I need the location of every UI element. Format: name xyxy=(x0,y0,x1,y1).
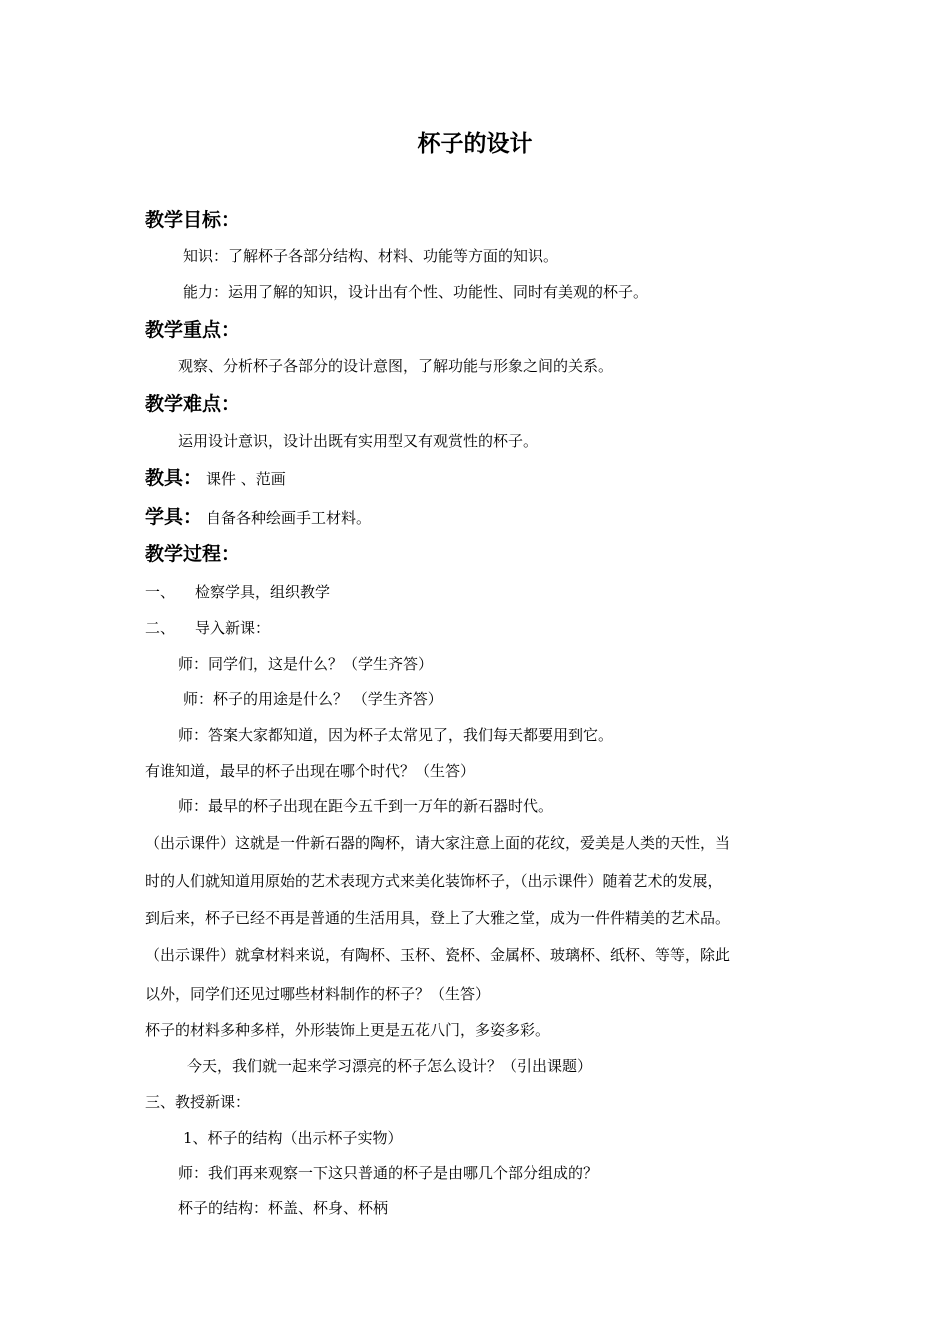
step-2-number: 二、 xyxy=(145,619,176,637)
objectives-heading: 教学目标： xyxy=(145,209,241,231)
key-points-text: 观察、分析杯子各部分的设计意图，了解功能与形象之间的关系。 xyxy=(178,357,614,375)
paragraph-line: （出示课件）这就是一件新石器的陶杯，请大家注意上面的花纹，爱美是人类的天性，当 xyxy=(145,834,731,852)
process-step-2 xyxy=(145,617,270,639)
step-1-number: 一、 xyxy=(145,583,176,601)
paragraph-line: 到后来，杯子已经不再是普通的生活用具，登上了大雅之堂，成为一件件精美的艺术品。 xyxy=(145,909,731,927)
difficulties-text: 运用设计意识，设计出既有实用型又有观赏性的杯子。 xyxy=(178,432,539,450)
paragraph-line: 三、教授新课： xyxy=(145,1093,251,1111)
objectives-knowledge: 知识：了解杯子各部分结构、材料、功能等方面的知识。 xyxy=(183,247,559,265)
learning-aids-row xyxy=(145,503,371,532)
teaching-aids-heading: 教具： xyxy=(145,467,203,489)
paragraph-line: 师：最早的杯子出现在距今五千到一万年的新石器时代。 xyxy=(178,797,554,815)
learning-aids-heading: 学具： xyxy=(145,506,203,528)
paragraph-line: 今天，我们就一起来学习漂亮的杯子怎么设计？（引出课题） xyxy=(187,1057,593,1075)
step-2-text: 导入新课： xyxy=(195,619,271,637)
paragraph-line: 师：答案大家都知道，因为杯子太常见了，我们每天都要用到它。 xyxy=(178,726,614,744)
process-step-1 xyxy=(145,581,330,603)
key-points-heading: 教学重点： xyxy=(145,319,241,341)
step-1-text: 检察学具，组织教学 xyxy=(195,583,331,601)
process-heading: 教学过程： xyxy=(145,543,241,565)
paragraph-line: 有谁知道，最早的杯子出现在哪个时代？（生答） xyxy=(145,762,476,780)
paragraph-line: （出示课件）就拿材料来说，有陶杯、玉杯、瓷杯、金属杯、玻璃杯、纸杯、等等，除此 xyxy=(145,946,731,964)
paragraph-line: 时的人们就知道用原始的艺术表现方式来美化装饰杯子，（出示课件）随着艺术的发展， xyxy=(145,872,723,890)
page-title: 杯子的设计 xyxy=(417,131,533,157)
teaching-aids-text: 课件 、范画 xyxy=(206,470,286,488)
paragraph-line: 师：我们再来观察一下这只普通的杯子是由哪几个部分组成的？ xyxy=(178,1164,599,1182)
objectives-ability: 能力：运用了解的知识，设计出有个性、功能性、同时有美观的杯子。 xyxy=(183,283,649,301)
paragraph-line: 杯子的材料多种多样，外形装饰上更是五花八门，多姿多彩。 xyxy=(145,1021,551,1039)
paragraph-line: 师：同学们，这是什么？（学生齐答） xyxy=(178,655,434,673)
paragraph-line: 师：杯子的用途是什么？ （学生齐答） xyxy=(183,690,443,708)
paragraph-line: 杯子的结构：杯盖、杯身、杯柄 xyxy=(178,1199,389,1217)
teaching-aids-row xyxy=(145,464,286,493)
learning-aids-text: 自备各种绘画手工材料。 xyxy=(206,509,372,527)
paragraph-line: 1、杯子的结构（出示杯子实物） xyxy=(183,1129,403,1147)
difficulties-heading: 教学难点： xyxy=(145,393,241,415)
paragraph-line: 以外，同学们还见过哪些材料制作的杯子？（生答） xyxy=(145,985,491,1003)
